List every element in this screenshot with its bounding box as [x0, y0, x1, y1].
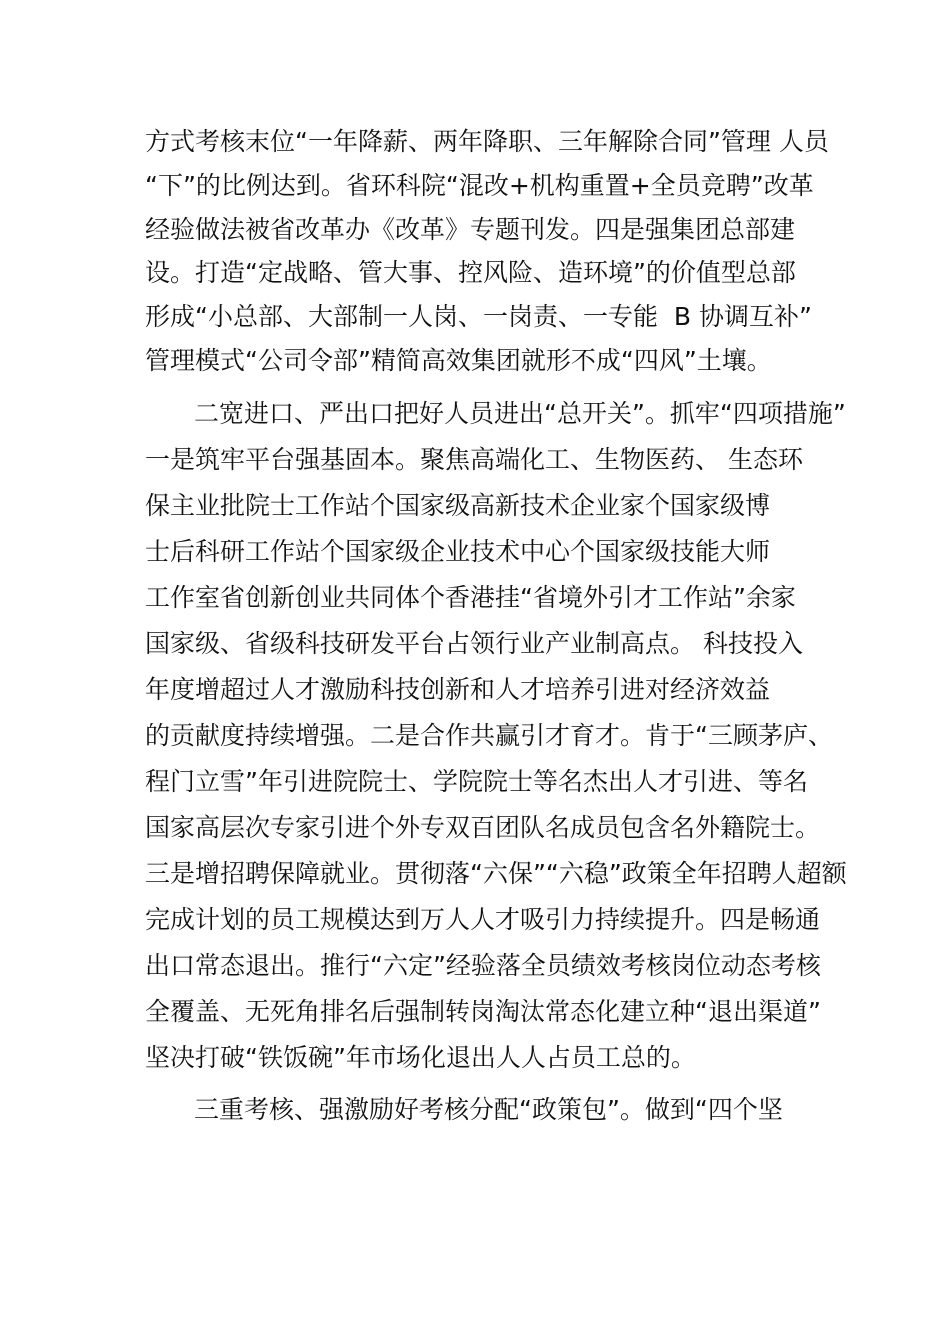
text-line-14: 的贡献度持续增强。二是合作共赢引才育才。肯于“三顾茅庐、	[145, 721, 833, 750]
text-line-5: 形成“小总部、大部制一人岗、一岗责、一专能 B 协调互补”	[145, 302, 812, 331]
text-line-13: 年度增超过人才激励科技创新和人才培养引进对经济效益	[145, 675, 771, 704]
text-line-16: 国家高层次专家引进个外专双百团队名成员包含名外籍院士。	[145, 813, 821, 842]
text-line-10: 士后科研工作站个国家级企业技术中心个国家级技能大师	[145, 537, 771, 566]
text-line-8: 一是筑牢平台强基固本。聚焦高端化工、生物医药、 生态环	[145, 445, 803, 474]
text-line-6: 管理模式“公司令部”精简高效集团就形不成“四风”土壤。	[145, 346, 772, 375]
text-line-18: 完成计划的员工规模达到万人人才吸引力持续提升。四是畅通	[145, 905, 821, 934]
text-line-15: 程门立雪”年引进院院士、学院院士等名杰出人才引进、等名	[145, 767, 808, 796]
text-line-1: 方式考核末位“一年降薪、两年降职、三年解除合同”管理 人员	[145, 127, 829, 156]
paragraph-3-line-1: 三重考核、强激励好考核分配“政策包”。做到“四个坚	[194, 1095, 783, 1124]
paragraph-2-line-1: 二宽进口、严出口把好人员进出“总开关”。抓牢“四项措施”	[194, 399, 846, 428]
text-line-2: “下”的比例达到。省环科院“混改+机构重置+全员竞聘”改革	[145, 171, 814, 200]
text-line-4: 设。打造“定战略、管大事、控风险、造环境”的价值型总部	[145, 258, 796, 287]
text-line-3: 经验做法被省改革办《改革》专题刊发。四是强集团总部建	[145, 215, 796, 244]
text-line-11: 工作室省创新创业共同体个香港挂“省境外引才工作站”余家	[145, 583, 796, 612]
text-line-12: 国家级、省级科技研发平台占领行业产业制高点。 科技投入	[145, 629, 803, 658]
text-line-17: 三是增招聘保障就业。贯彻落“六保”“六稳”政策全年招聘人超额	[145, 859, 847, 888]
text-line-9: 保主业批院士工作站个国家级高新技术企业家个国家级博	[145, 491, 771, 520]
text-line-20: 全覆盖、无死角排名后强制转岗淘汰常态化建立种“退出渠道”	[145, 997, 821, 1026]
text-line-21: 坚决打破“铁饭碗”年市场化退出人人占员工总的。	[145, 1043, 696, 1072]
text-line-19: 出口常态退出。推行“六定”经验落全员绩效考核岗位动态考核	[145, 951, 821, 980]
